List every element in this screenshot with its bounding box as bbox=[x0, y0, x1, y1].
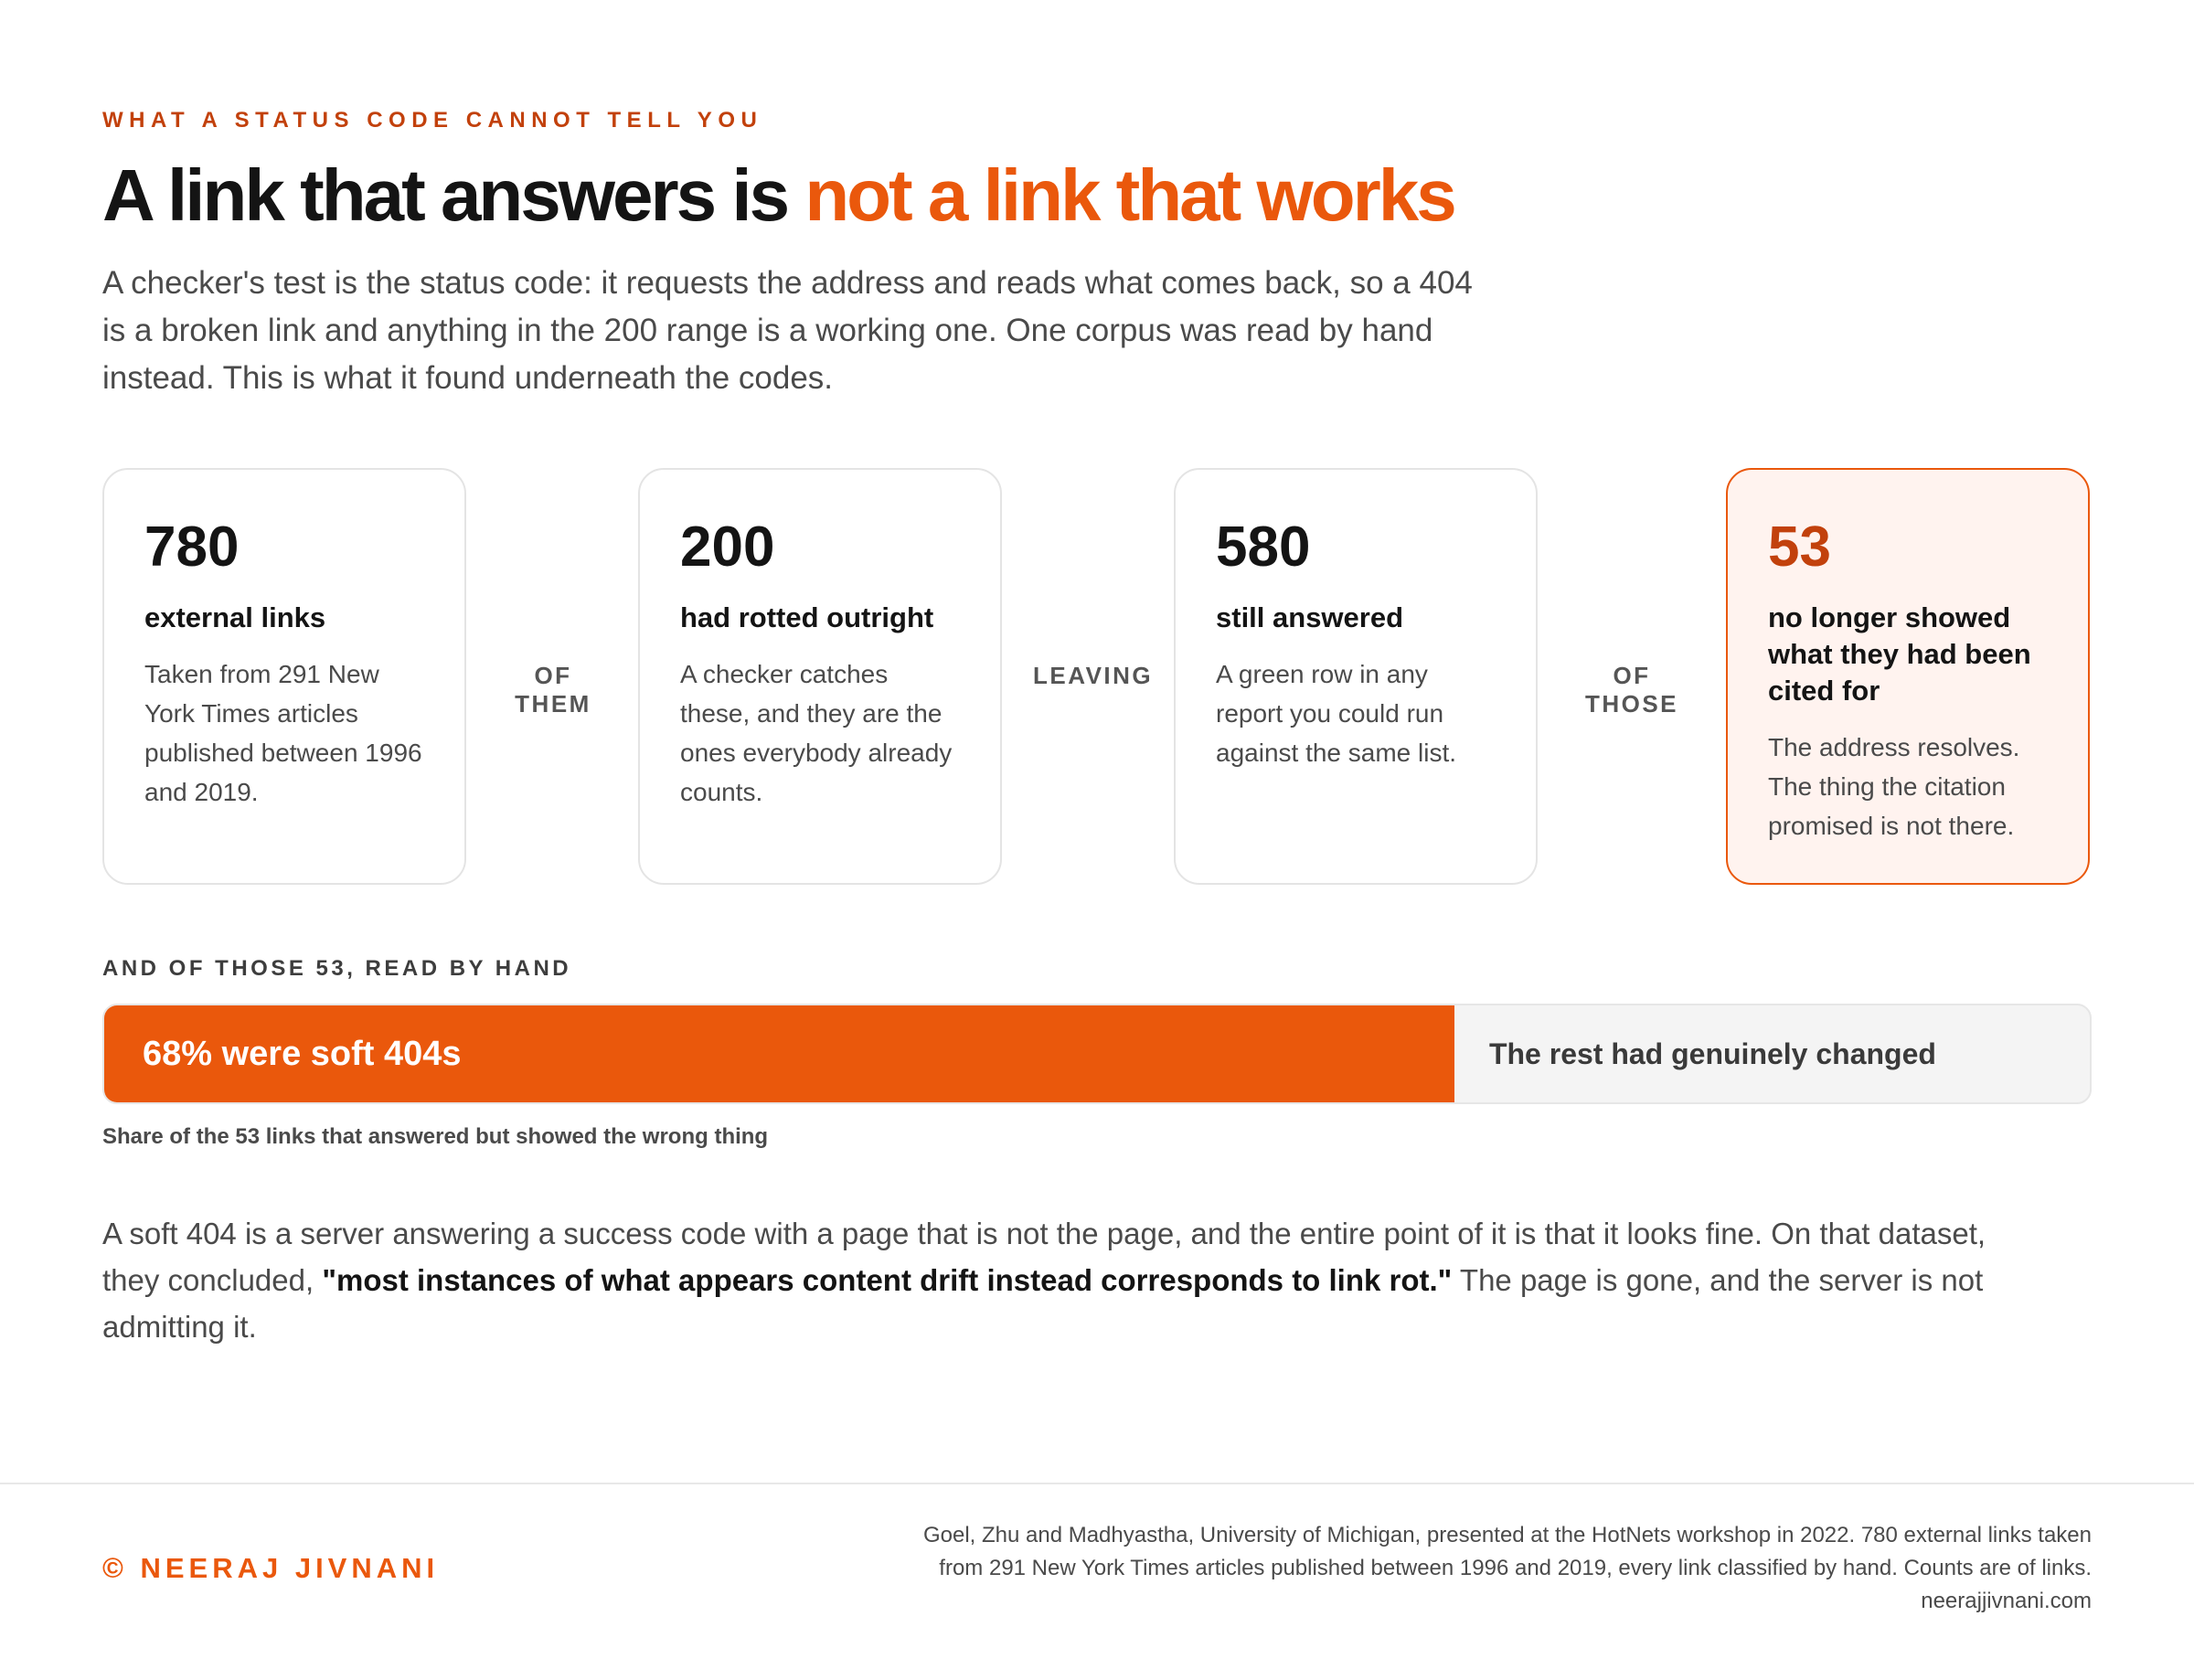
closing-paragraph bbox=[102, 1210, 2040, 1350]
breakdown-caption: Share of the 53 links that answered but showed the wrong thing bbox=[102, 1124, 769, 1149]
connector-leaving: LEAVING bbox=[1033, 662, 1154, 689]
footer-divider bbox=[0, 1483, 2194, 1484]
page-title bbox=[102, 155, 1931, 236]
stat-card-external-links bbox=[102, 468, 466, 885]
breakdown-bar bbox=[102, 1004, 2092, 1104]
closing-text-after: The page is gone, and the server is not admitting it. bbox=[102, 1263, 1984, 1344]
connector-of-those: OF THOSE bbox=[1584, 662, 1679, 718]
stat-number: 53 bbox=[1768, 516, 1831, 579]
closing-text-before: A soft 404 is a server answering a success code with a page that is not the page, and the entire point of it is that it looks fine. On that dataset, they concluded, bbox=[102, 1217, 1986, 1297]
stat-number: 580 bbox=[1216, 516, 1311, 579]
stat-card-content-drift bbox=[1726, 468, 2090, 885]
footer-source bbox=[812, 1519, 2092, 1618]
stat-label: had rotted outright bbox=[680, 601, 934, 633]
footer-brand: © NEERAJ JIVNANI bbox=[102, 1552, 440, 1584]
breakdown-fill-label: 68% were soft 404s bbox=[143, 1035, 462, 1073]
closing-quote: "most instances of what appears content drift instead corresponds to link rot." bbox=[322, 1263, 1453, 1297]
title-highlight: not a link that works bbox=[804, 154, 1454, 236]
eyebrow: WHAT A STATUS CODE CANNOT TELL YOU bbox=[102, 108, 763, 133]
stat-description: The address resolves. The thing the citation promised is not there. bbox=[1768, 733, 2020, 840]
stat-card-rotted bbox=[638, 468, 1002, 885]
stat-label: still answered bbox=[1216, 601, 1404, 633]
breakdown-heading: AND OF THOSE 53, READ BY HAND bbox=[102, 956, 572, 981]
stat-description: Taken from 291 New York Times articles published between 1996 and 2019. bbox=[144, 660, 422, 806]
stat-description: A green row in any report you could run against the same list. bbox=[1216, 660, 1457, 767]
source-line: Goel, Zhu and Madhyastha, University of Michigan, presented at the HotNets workshop in 2022. 780 external links taken bbox=[922, 1523, 2092, 1547]
source-url: neerajjivnani.com bbox=[1921, 1589, 2092, 1613]
breakdown-rest-label: The rest had genuinely changed bbox=[1488, 1037, 1936, 1070]
stat-description: A checker catches these, and they are the ones everybody already counts. bbox=[680, 660, 953, 806]
stat-number: 200 bbox=[680, 516, 775, 579]
stat-card-still-answered bbox=[1174, 468, 1538, 885]
connector-of-them: OF THEM bbox=[515, 662, 591, 718]
stat-label: no longer showed what they had been cited for bbox=[1768, 601, 2031, 707]
source-line: from 291 New York Times articles published between 1996 and 2019, every link classified by hand. Counts are of links. bbox=[939, 1556, 2092, 1580]
breakdown-bar-fill bbox=[104, 1005, 1454, 1102]
stat-label: external links bbox=[144, 601, 326, 633]
intro-paragraph: A checker's test is the status code: it requests the address and reads what comes back, so a 404 is a broken link and anything in the 200 range is a working one. One corpus was read by hand instead. This is what it found underneath the codes. bbox=[102, 265, 1473, 396]
title-main: A link that answers is bbox=[102, 154, 805, 236]
stat-number: 780 bbox=[144, 516, 240, 579]
